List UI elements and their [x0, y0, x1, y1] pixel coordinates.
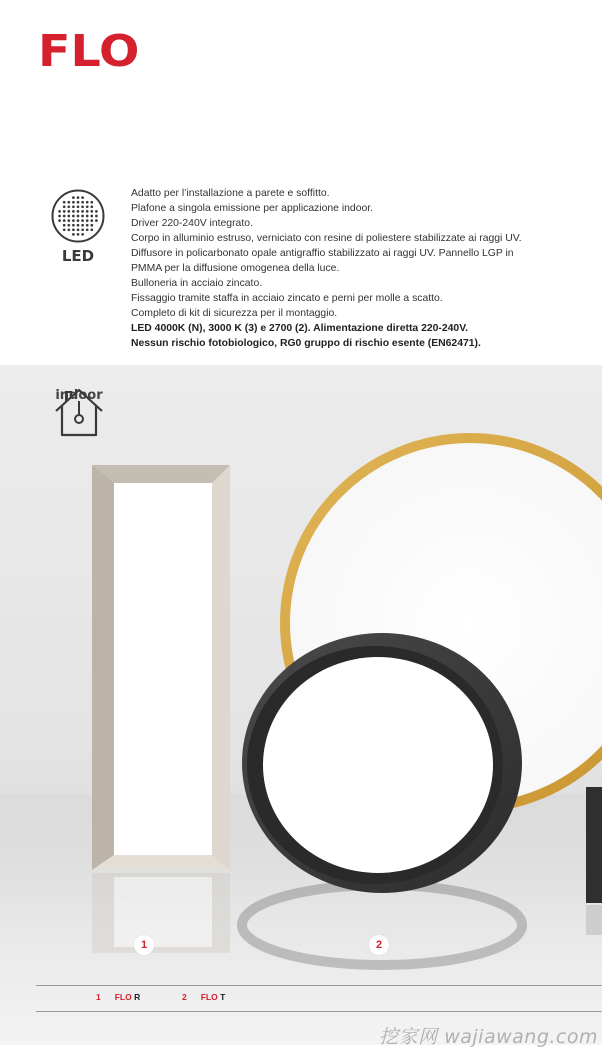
led-dot [95, 215, 98, 218]
spec-line: Adatto per l’installazione a parete e soffitto. [131, 188, 330, 199]
led-dot [67, 210, 70, 213]
led-dot [81, 224, 84, 227]
led-dot [72, 228, 75, 231]
led-dot [77, 219, 80, 222]
led-dot [86, 210, 89, 213]
led-dot [58, 219, 61, 222]
led-dot [81, 196, 84, 199]
spec-line-bold: Nessun rischio fotobiologico, RG0 gruppo di rischio esente (EN62471). [131, 338, 481, 349]
caption-item [96, 992, 140, 1002]
caption-item [182, 992, 225, 1002]
spec-line: Diffusore in policarbonato opale antigraffio stabilizzato ai raggi UV. Pannello LGP in [131, 248, 514, 259]
led-dot [77, 196, 80, 199]
led-dot [77, 205, 80, 208]
led-dot [67, 224, 70, 227]
led-dot [81, 219, 84, 222]
led-dot [77, 233, 80, 236]
led-dot [77, 215, 80, 218]
spec-line: PMMA per la diffusione omogenea della luce. [131, 263, 340, 274]
led-dot [90, 205, 93, 208]
caption-number: 1 [96, 992, 101, 1002]
led-dot [81, 201, 84, 204]
led-dot [81, 210, 84, 213]
led-dot [67, 228, 70, 231]
led-dot [95, 210, 98, 213]
led-dot [63, 205, 66, 208]
led-dot [90, 215, 93, 218]
led-dot [67, 205, 70, 208]
led-dot [86, 201, 89, 204]
watermark: 挖家网 wajiawang.com [379, 1026, 598, 1048]
led-dot [90, 201, 93, 204]
led-dot [77, 228, 80, 231]
product-photo [0, 365, 602, 1045]
led-dot [86, 215, 89, 218]
led-dot [63, 210, 66, 213]
caption-variant: R [134, 992, 141, 1002]
led-badge [50, 188, 106, 265]
led-dots-icon [50, 188, 106, 244]
led-dot [77, 210, 80, 213]
brand-title: FLO [38, 26, 140, 77]
dark-block-fixture [586, 787, 602, 935]
rectangular-fixture-reflection [92, 873, 230, 953]
led-dot [72, 233, 75, 236]
caption-product: FLO [114, 992, 132, 1002]
photo-marker-1: 1 [134, 935, 154, 955]
caption-number: 2 [182, 992, 187, 1002]
led-dot [72, 210, 75, 213]
led-dot [77, 201, 80, 204]
led-dot [63, 219, 66, 222]
led-dot [72, 219, 75, 222]
caption-product: FLO [200, 992, 218, 1002]
led-dot [67, 219, 70, 222]
led-dot [95, 219, 98, 222]
spec-line: Corpo in alluminio estruso, verniciato con resine di poliestere stabilizzate ai raggi UV. [131, 233, 522, 244]
led-dot [72, 196, 75, 199]
dark-ring-fixture [242, 633, 522, 893]
caption-variant: T [220, 992, 226, 1002]
spec-line: Driver 220-240V integrato. [131, 218, 253, 229]
led-dot [90, 210, 93, 213]
spec-line-bold: LED 4000K (N), 3000 K (3) e 2700 (2). Alimentazione diretta 220-240V. [131, 323, 469, 334]
led-dot [77, 224, 80, 227]
led-dot [90, 224, 93, 227]
led-dot [81, 215, 84, 218]
led-dot [72, 201, 75, 204]
spec-line: Bulloneria in acciaio zincato. [131, 278, 263, 289]
led-dot [58, 210, 61, 213]
product-scene [0, 365, 602, 1045]
led-dot [86, 205, 89, 208]
led-dot [90, 228, 93, 231]
led-dot [72, 215, 75, 218]
spec-line: Fissaggio tramite staffa in acciaio zincato e perni per molle a scatto. [131, 293, 443, 304]
led-dot [81, 228, 84, 231]
led-dot [90, 219, 93, 222]
led-dot [63, 215, 66, 218]
led-dot [58, 215, 61, 218]
spec-line: Plafone a singola emissione per applicazione indoor. [131, 203, 374, 214]
led-dot [63, 201, 66, 204]
led-dot [81, 205, 84, 208]
led-dot [72, 224, 75, 227]
led-dot [86, 219, 89, 222]
led-dot [67, 201, 70, 204]
photo-marker-2: 2 [369, 935, 389, 955]
rectangular-fixture [92, 465, 230, 870]
led-dot [81, 233, 84, 236]
led-dot [72, 205, 75, 208]
indoor-label: indoor [55, 388, 103, 403]
led-dot [86, 224, 89, 227]
spec-line: Completo di kit di sicurezza per il montaggio. [131, 308, 338, 319]
led-dot [63, 224, 66, 227]
indoor-badge [52, 387, 106, 403]
caption-bar [36, 985, 602, 1012]
led-label: LED [61, 247, 95, 265]
house-lamp-icon [52, 387, 106, 439]
led-dot [63, 228, 66, 231]
led-dot [86, 228, 89, 231]
spec-text [131, 186, 591, 351]
led-dot [67, 215, 70, 218]
